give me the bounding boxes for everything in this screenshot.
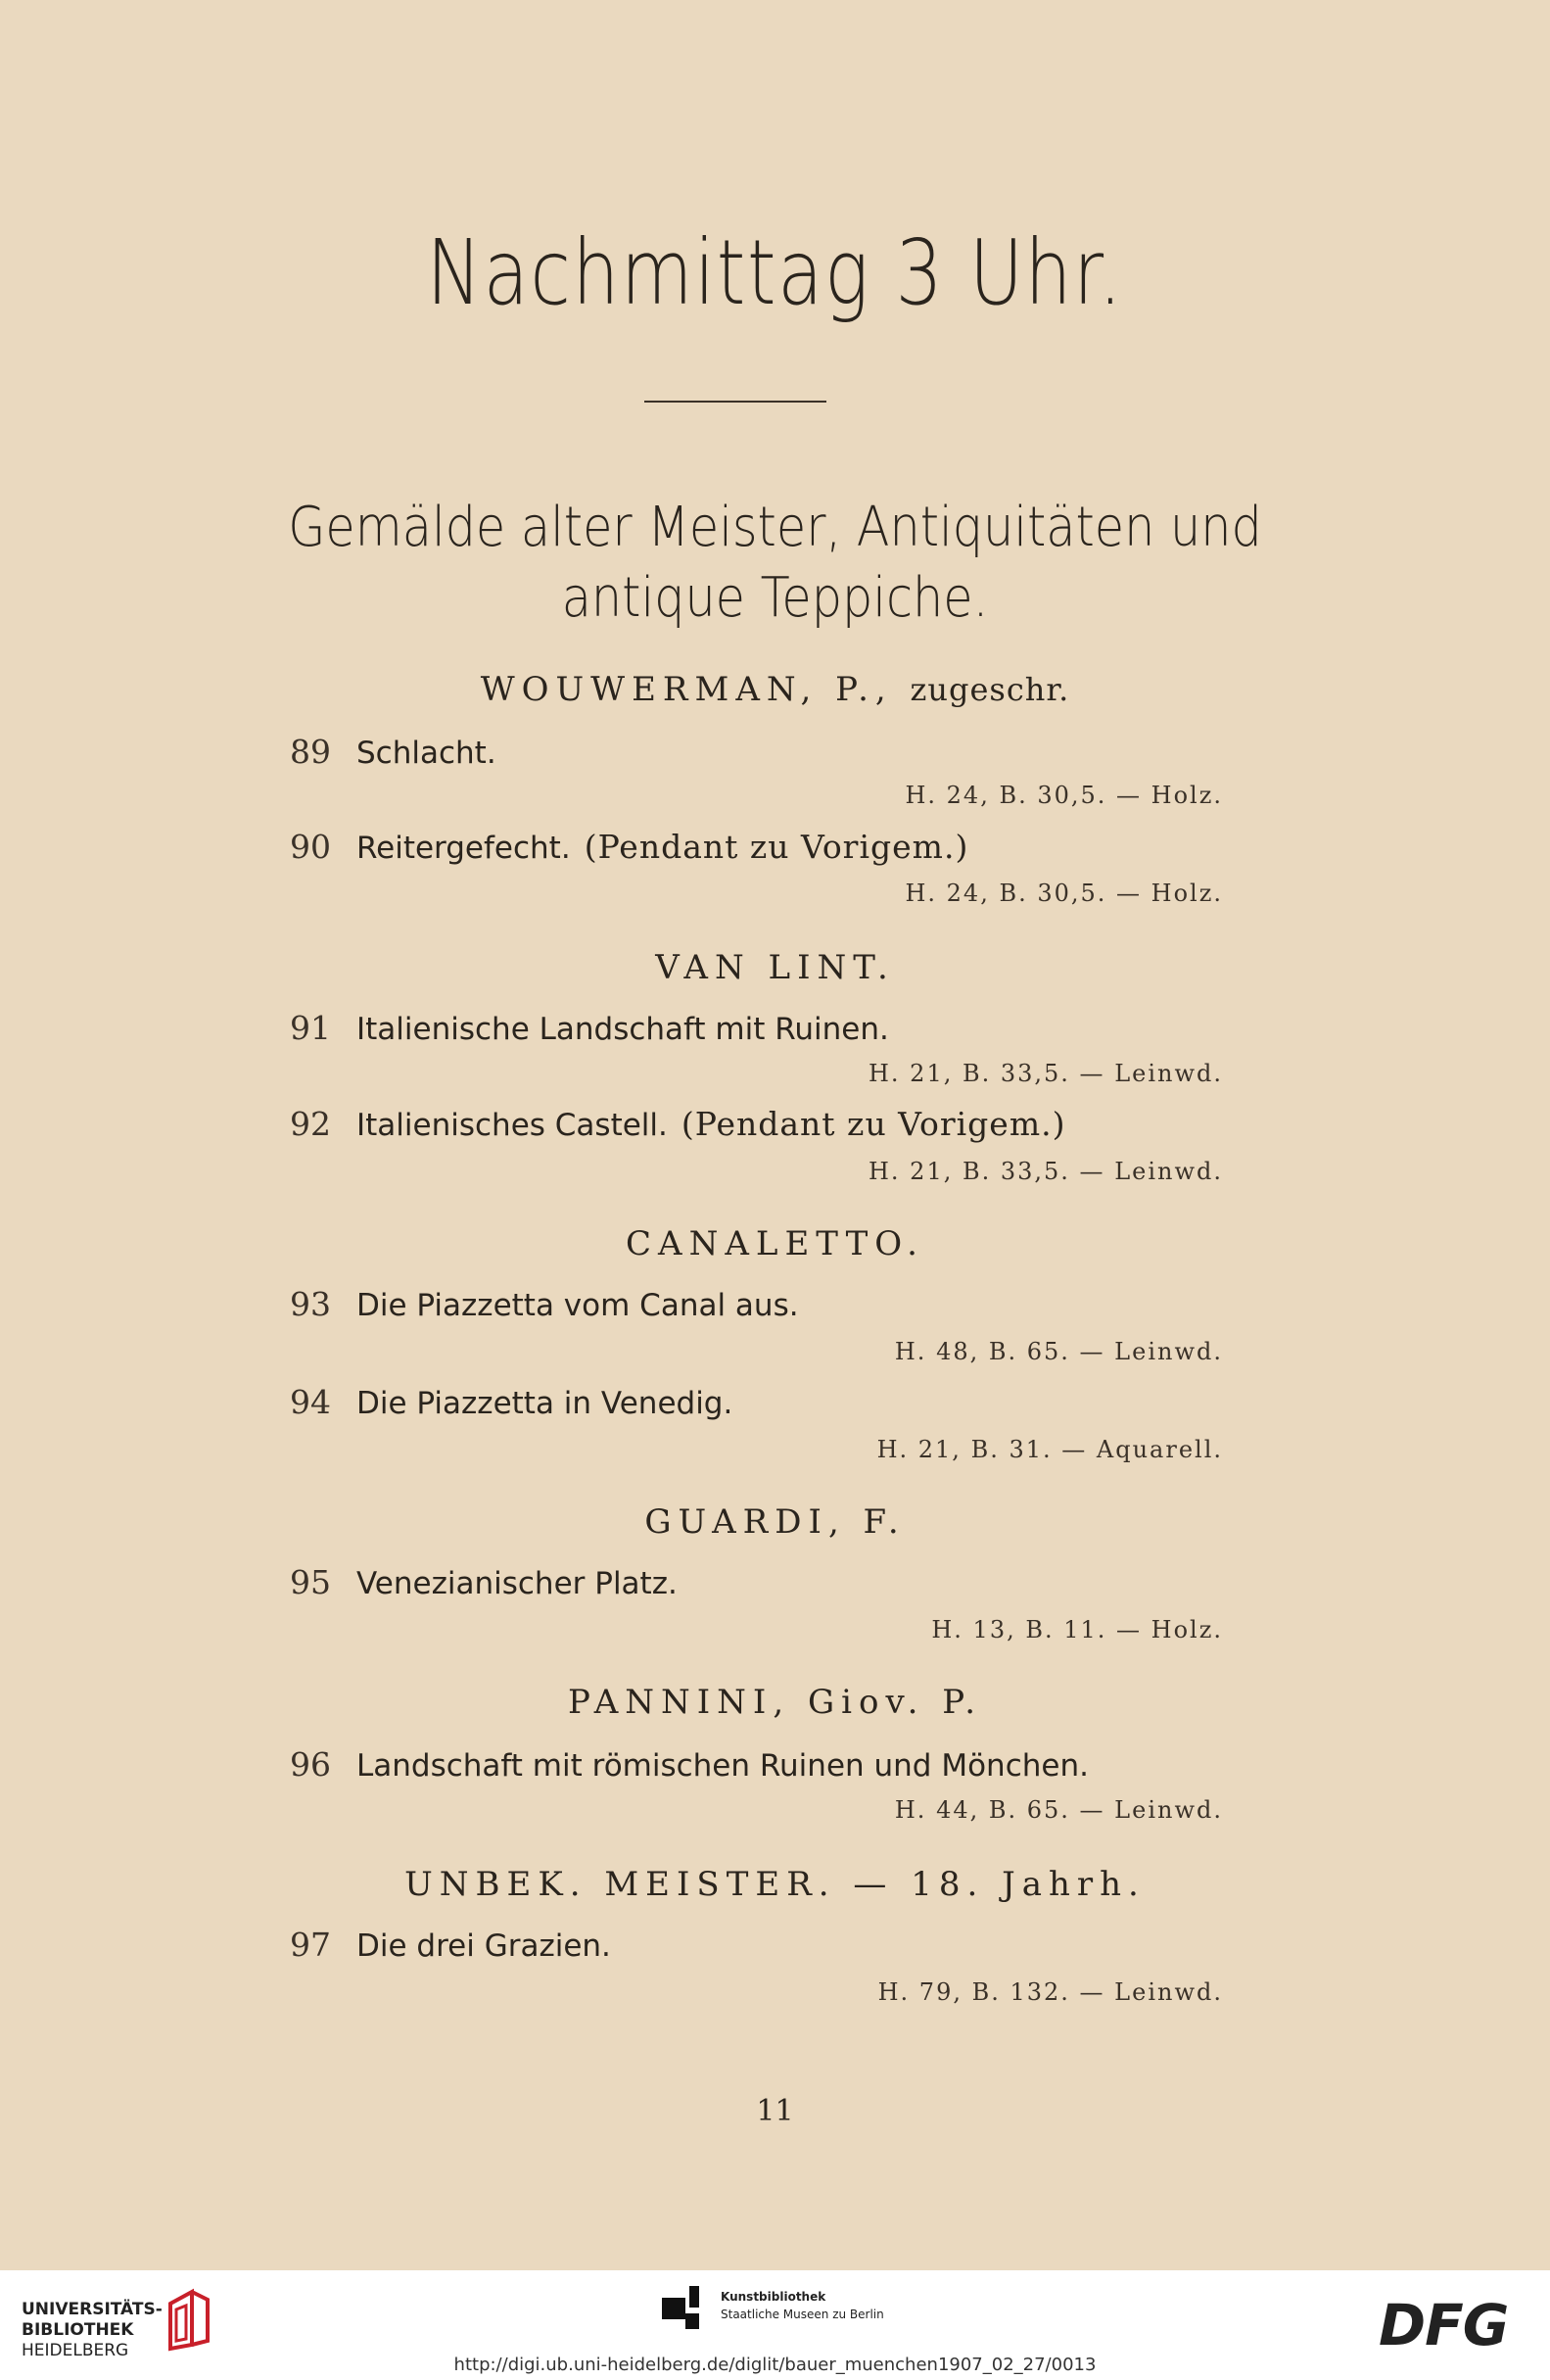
- artist-heading: [0, 1683, 1550, 1722]
- lot-entry: [290, 1105, 1066, 1143]
- lot-title: Schlacht.: [356, 736, 496, 771]
- lot-entry: [290, 1745, 1089, 1784]
- kb-line-1: Kunstbibliothek: [721, 2290, 826, 2304]
- permalink-url[interactable]: http://digi.ub.uni-heidelberg.de/diglit/bauer_muenchen1907_02_27/0013: [453, 2355, 1097, 2375]
- lot-number: 97: [290, 1926, 331, 1964]
- lot-entry: [290, 1563, 678, 1601]
- lot-title: Italienisches Castell.: [356, 1108, 668, 1143]
- lot-number: 90: [290, 828, 331, 866]
- ub-heidelberg-logo-icon[interactable]: [163, 2284, 213, 2353]
- kb-line-2: Staatliche Museen zu Berlin: [721, 2308, 884, 2321]
- lot-number: 89: [290, 733, 331, 771]
- artist-heading: [0, 670, 1550, 709]
- artist-name: WOUWERMAN, P.,: [480, 670, 893, 709]
- lot-title: Italienische Landschaft mit Ruinen.: [356, 1012, 889, 1047]
- lot-entry: [290, 1926, 611, 1964]
- artist-attribution: zugeschr.: [910, 671, 1070, 708]
- artist-heading: [0, 948, 1550, 987]
- artist-name: CANALETTO.: [626, 1224, 924, 1263]
- lot-number: 95: [290, 1563, 331, 1601]
- artist-name: PANNINI, Giov. P.: [567, 1683, 983, 1722]
- ub-line-2: BIBLIOTHEK: [22, 2320, 134, 2340]
- artist-heading: [0, 1502, 1550, 1542]
- lot-title: Die drei Grazien.: [356, 1928, 611, 1964]
- ub-line-3: HEIDELBERG: [22, 2341, 129, 2360]
- lot-dimensions: H. 13, B. 11. — Holz.: [931, 1616, 1223, 1643]
- lot-dimensions: H. 44, B. 65. — Leinwd.: [894, 1796, 1223, 1824]
- lot-entry: [290, 1383, 732, 1421]
- lot-dimensions: H. 21, B. 31. — Aquarell.: [876, 1436, 1223, 1463]
- lot-title: Landschaft mit römischen Ruinen und Mönchen.: [356, 1748, 1089, 1784]
- lot-title: Die Piazzetta in Venedig.: [356, 1386, 733, 1421]
- artist-heading: [0, 1865, 1550, 1904]
- kunstbibliothek-text: [721, 2288, 884, 2323]
- lot-dimensions: H. 48, B. 65. — Leinwd.: [894, 1338, 1223, 1365]
- lot-number: 93: [290, 1285, 331, 1323]
- ub-heidelberg-logo-text[interactable]: [22, 2300, 163, 2361]
- ub-line-1: UNIVERSITÄTS-: [22, 2300, 163, 2319]
- lot-number: 94: [290, 1383, 331, 1421]
- lot-number: 92: [290, 1105, 331, 1143]
- lot-entry: [290, 828, 968, 866]
- lot-dimensions: H. 24, B. 30,5. — Holz.: [905, 782, 1223, 809]
- subtitle-line-2: antique Teppiche.: [561, 566, 989, 630]
- lot-title: Reitergefecht.: [356, 831, 571, 866]
- lot-number: 91: [290, 1009, 331, 1047]
- title-rule: [644, 401, 826, 403]
- lot-entry: [290, 1009, 889, 1047]
- lot-dimensions: H. 21, B. 33,5. — Leinwd.: [868, 1060, 1223, 1087]
- page-number: 11: [756, 2094, 794, 2128]
- artist-heading: [0, 1224, 1550, 1263]
- artist-name: VAN LINT.: [655, 948, 895, 987]
- subtitle-line-1: Gemälde alter Meister, Antiquitäten und: [288, 496, 1262, 559]
- lot-number: 96: [290, 1745, 331, 1784]
- lot-dimensions: H. 24, B. 30,5. — Holz.: [905, 880, 1223, 907]
- lot-entry: [290, 733, 496, 771]
- kunstbibliothek-logo-icon[interactable]: [660, 2284, 713, 2331]
- lot-note: (Pendant zu Vorigem.): [681, 1105, 1066, 1143]
- lot-note: (Pendant zu Vorigem.): [584, 828, 969, 866]
- artist-name: UNBEK. MEISTER. — 18. Jahrh.: [404, 1865, 1146, 1904]
- lot-dimensions: H. 79, B. 132. — Leinwd.: [877, 1978, 1223, 2006]
- lot-title: Venezianischer Platz.: [356, 1566, 678, 1601]
- lot-title: Die Piazzetta vom Canal aus.: [356, 1288, 799, 1323]
- dfg-logo[interactable]: DFG: [1379, 2292, 1509, 2358]
- artist-name: GUARDI, F.: [644, 1502, 906, 1542]
- viewer-footer: [0, 2270, 1550, 2380]
- lot-dimensions: H. 21, B. 33,5. — Leinwd.: [868, 1158, 1223, 1185]
- page-title: Nachmittag 3 Uhr.: [426, 220, 1124, 325]
- lot-entry: [290, 1285, 799, 1323]
